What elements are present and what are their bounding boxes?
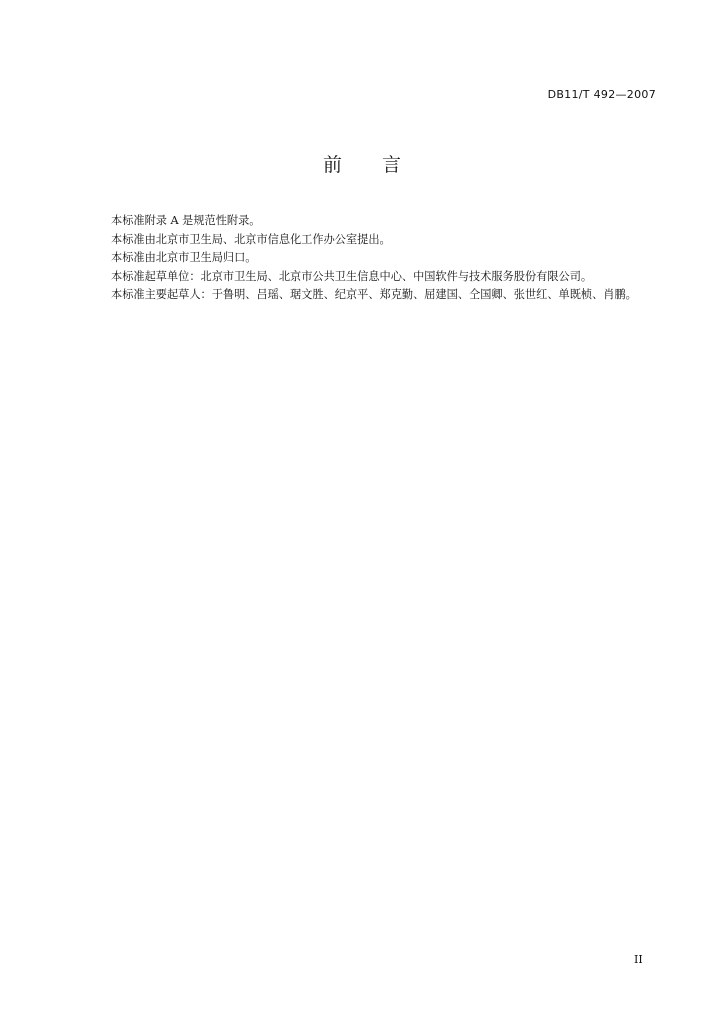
title-char-1: 前 [322, 154, 342, 176]
foreword-body [88, 212, 658, 305]
title-char-2: 言 [382, 154, 402, 176]
paragraph-drafting-units: 本标准起草单位：北京市卫生局、北京市公共卫生信息中心、中国软件与技术服务股份有限公司。 [111, 269, 593, 283]
page-title [0, 150, 724, 177]
paragraph-responsible: 本标准由北京市卫生局归口。 [111, 251, 257, 264]
paragraph-drafters: 本标准主要起草人：于鲁明、吕瑶、琚文胜、纪京平、郑克勤、屈建国、仝国卿、张世红、单既桢、肖鹏。 [111, 288, 637, 301]
page-number: II [634, 953, 643, 966]
paragraph-appendix: 本标准附录 A 是规范性附录。 [111, 214, 261, 227]
paragraph-proposed-by: 本标准由北京市卫生局、北京市信息化工作办公室提出。 [111, 232, 391, 246]
standard-code: DB11/T 492—2007 [547, 88, 656, 101]
